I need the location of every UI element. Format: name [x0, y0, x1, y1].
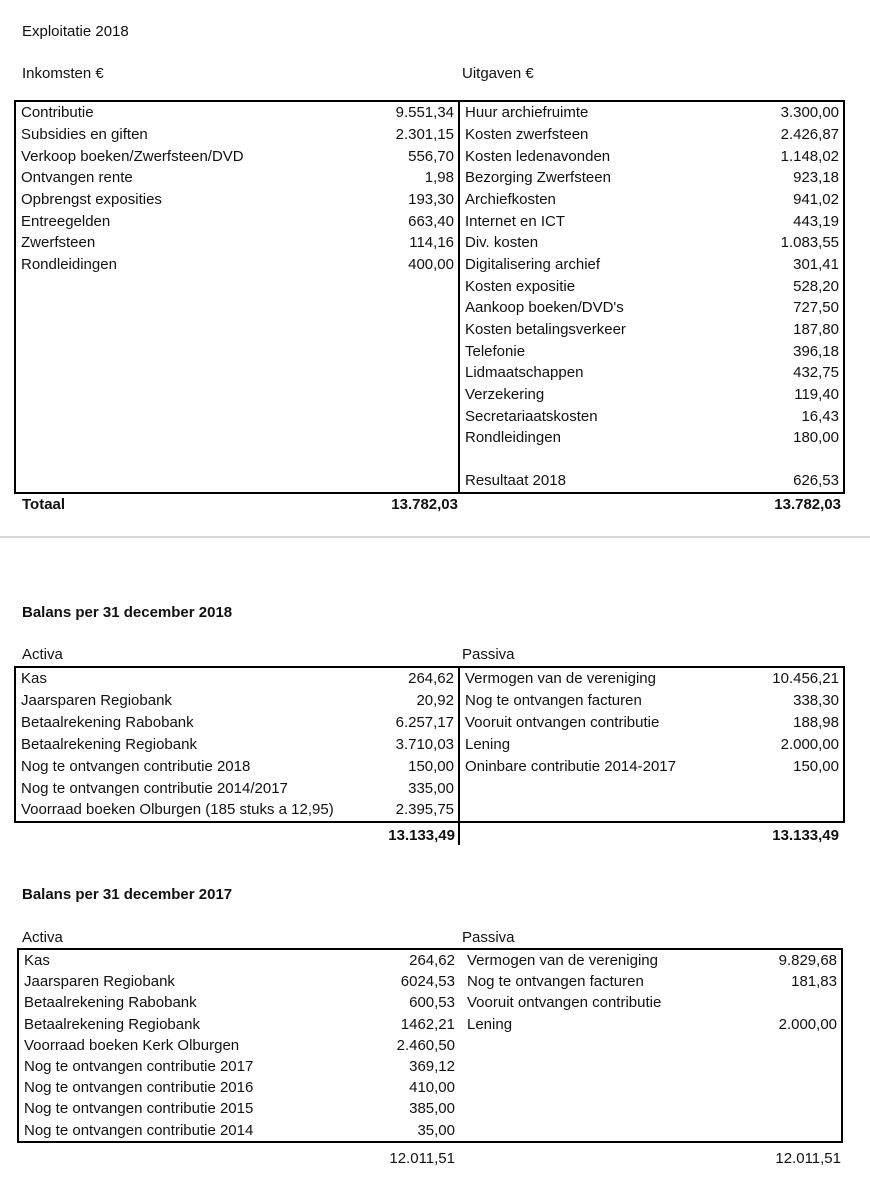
table-row	[16, 799, 458, 821]
table-row	[460, 449, 843, 471]
income-column	[16, 102, 458, 275]
activa-2018-column	[16, 668, 458, 821]
row-label: Jaarsparen Regiobank	[24, 973, 175, 991]
row-label: Archiefkosten	[465, 190, 556, 208]
row-value: 923,18	[793, 169, 839, 187]
balans-2017-table	[17, 948, 843, 1143]
row-label: Telefonie	[465, 342, 526, 360]
row-value: 35,00	[417, 1121, 455, 1139]
row-label: Nog te ontvangen contributie 2018	[21, 757, 251, 775]
table-row	[16, 102, 458, 124]
row-label: Betaalrekening Rabobank	[24, 994, 197, 1012]
row-value: 2.000,00	[778, 1015, 837, 1033]
row-value: 2.426,87	[780, 125, 839, 143]
row-label: Oninbare contributie 2014-2017	[465, 757, 676, 775]
row-label: Nog te ontvangen contributie 2017	[24, 1058, 254, 1076]
table-row	[460, 734, 843, 756]
table-row	[460, 384, 843, 406]
row-label: Aankoop boeken/DVD's	[465, 299, 624, 317]
row-value: 16,43	[801, 407, 839, 425]
table-row	[460, 145, 843, 167]
row-value: 396,18	[793, 342, 839, 360]
row-label: Verzekering	[465, 385, 545, 403]
table-row	[16, 124, 458, 146]
row-value: 3.710,03	[395, 735, 454, 753]
table-row	[19, 1120, 459, 1141]
row-value: 187,80	[793, 320, 839, 338]
row-value: 443,19	[793, 212, 839, 230]
row-value: 528,20	[793, 277, 839, 295]
row-value: 941,02	[793, 190, 839, 208]
table-row	[460, 755, 843, 777]
table-row	[460, 254, 843, 276]
expense-column	[458, 102, 843, 492]
row-label: Kosten ledenavonden	[465, 147, 611, 165]
passiva-2017-header: Passiva	[462, 929, 515, 946]
row-value: 2.301,15	[395, 125, 454, 143]
balans-2018-title: Balans per 31 december 2018	[22, 604, 233, 621]
table-row	[16, 668, 458, 690]
row-value: 338,30	[793, 692, 839, 710]
table-row	[460, 102, 843, 124]
row-label: Digitalisering archief	[465, 255, 601, 273]
row-label: Voorraad boeken Kerk Olburgen	[24, 1036, 240, 1054]
row-value: 727,50	[793, 299, 839, 317]
row-value: 626,53	[793, 472, 839, 490]
row-value: 181,83	[791, 973, 837, 991]
table-row	[19, 992, 459, 1013]
table-row	[460, 712, 843, 734]
row-label: Nog te ontvangen facturen	[465, 692, 642, 710]
row-label: Subsidies en giften	[21, 125, 148, 143]
row-label: Rondleidingen	[21, 255, 117, 273]
row-label: Betaalrekening Regiobank	[24, 1015, 200, 1033]
exploitatie-total-label: Totaal	[22, 496, 66, 513]
row-label: Vooruit ontvangen contributie	[465, 714, 660, 732]
row-label: Lening	[465, 735, 511, 753]
table-row	[462, 971, 841, 992]
row-label: Lidmaatschappen	[465, 364, 584, 382]
row-value: 1.148,02	[780, 147, 839, 165]
row-value: 2.000,00	[780, 735, 839, 753]
row-label: Vermogen van de vereniging	[467, 952, 658, 970]
table-row	[16, 254, 458, 276]
table-row	[460, 124, 843, 146]
row-value: 264,62	[409, 952, 455, 970]
row-label: Zwerfsteen	[21, 234, 96, 252]
table-row	[16, 755, 458, 777]
table-row	[16, 777, 458, 799]
row-value: 193,30	[408, 190, 454, 208]
row-value: 9.829,68	[778, 952, 837, 970]
row-label: Betaalrekening Rabobank	[21, 714, 194, 732]
exploitatie-total-income: 13.782,03	[391, 496, 458, 513]
row-value: 20,92	[416, 692, 454, 710]
table-row	[460, 167, 843, 189]
row-value: 3.300,00	[780, 104, 839, 122]
row-value: 1462,21	[400, 1015, 455, 1033]
balans-2017-total-activa: 12.011,51	[389, 1150, 455, 1167]
table-row	[460, 690, 843, 712]
row-value: 2.460,50	[396, 1036, 455, 1054]
row-value: 335,00	[408, 779, 454, 797]
table-row	[460, 319, 843, 341]
balans-2017-title: Balans per 31 december 2017	[22, 886, 233, 903]
row-value: 150,00	[793, 757, 839, 775]
row-label: Opbrengst exposities	[21, 190, 162, 208]
table-row	[19, 1077, 459, 1098]
row-label: Kas	[24, 952, 50, 970]
row-label: Nog te ontvangen contributie 2016	[24, 1079, 254, 1097]
balans-2018-table	[14, 666, 845, 823]
table-row	[460, 210, 843, 232]
row-value: 410,00	[409, 1079, 455, 1097]
table-row	[16, 167, 458, 189]
activa-2018-header: Activa	[22, 646, 63, 663]
row-label: Bezorging Zwerfsteen	[465, 169, 611, 187]
table-row	[462, 1014, 841, 1035]
table-row	[460, 470, 843, 492]
table-row	[16, 712, 458, 734]
table-row	[460, 275, 843, 297]
row-value: 9.551,34	[395, 104, 454, 122]
row-label: Div. kosten	[465, 234, 539, 252]
row-label: Entreegelden	[21, 212, 111, 230]
row-value: 180,00	[793, 429, 839, 447]
table-row	[16, 690, 458, 712]
row-value: 301,41	[793, 255, 839, 273]
row-value: 119,40	[794, 385, 839, 403]
table-row	[460, 189, 843, 211]
row-label: Betaalrekening Regiobank	[21, 735, 197, 753]
row-value: 264,62	[408, 670, 454, 688]
row-label: Secretariaatskosten	[465, 407, 598, 425]
exploitatie-table	[14, 100, 845, 494]
row-value: 432,75	[793, 364, 839, 382]
row-value: 400,00	[408, 255, 454, 273]
passiva-2018-header: Passiva	[462, 646, 515, 663]
row-value: 6.257,17	[395, 714, 454, 732]
table-row	[462, 992, 841, 1013]
table-row	[460, 668, 843, 690]
row-label: Internet en ICT	[465, 212, 566, 230]
row-value: 6024,53	[400, 973, 455, 991]
table-row	[19, 971, 459, 992]
row-value: 10.456,21	[772, 670, 839, 688]
table-row	[460, 232, 843, 254]
table-row	[16, 210, 458, 232]
row-label: Verkoop boeken/Zwerfsteen/DVD	[21, 147, 244, 165]
exploitatie-title: Exploitatie 2018	[22, 23, 129, 40]
passiva-2017-column	[462, 950, 841, 1035]
row-label: Lening	[467, 1015, 513, 1033]
row-value: 369,12	[409, 1058, 455, 1076]
row-label: Nog te ontvangen contributie 2014	[24, 1121, 254, 1139]
balans-2018-column-divider	[458, 666, 460, 845]
table-row	[19, 1098, 459, 1119]
income-column-header: Inkomsten €	[22, 65, 104, 82]
passiva-2018-column	[460, 668, 843, 777]
row-label: Vooruit ontvangen contributie	[467, 994, 662, 1012]
row-value: 1.083,55	[780, 234, 839, 252]
row-label: Vermogen van de vereniging	[465, 670, 656, 688]
row-value: 556,70	[408, 147, 454, 165]
table-row	[460, 340, 843, 362]
row-label: Rondleidingen	[465, 429, 561, 447]
balans-2018-total-activa: 13.133,49	[388, 827, 455, 844]
row-value: 150,00	[408, 757, 454, 775]
table-row	[460, 297, 843, 319]
row-value: 600,53	[409, 994, 455, 1012]
table-row	[19, 1035, 459, 1056]
row-label: Kosten expositie	[465, 277, 576, 295]
row-label: Kosten zwerfsteen	[465, 125, 589, 143]
table-row	[462, 950, 841, 971]
table-row	[19, 1056, 459, 1077]
activa-2017-column	[19, 950, 459, 1141]
row-value: 1,98	[424, 169, 454, 187]
table-row	[16, 145, 458, 167]
table-row	[460, 362, 843, 384]
balans-2017-total-passiva: 12.011,51	[775, 1150, 841, 1167]
row-label: Voorraad boeken Olburgen (185 stuks a 12,95)	[21, 801, 334, 819]
table-row	[19, 950, 459, 971]
expense-column-header: Uitgaven €	[462, 65, 534, 82]
row-value: 114,16	[409, 234, 454, 252]
row-label: Jaarsparen Regiobank	[21, 692, 172, 710]
exploitatie-total-expense: 13.782,03	[774, 496, 841, 513]
row-label: Ontvangen rente	[21, 169, 133, 187]
table-row	[16, 734, 458, 756]
row-value: 188,98	[793, 714, 839, 732]
row-label: Huur archiefruimte	[465, 104, 589, 122]
table-row	[460, 427, 843, 449]
row-value: 663,40	[408, 212, 454, 230]
row-value: 385,00	[409, 1100, 455, 1118]
row-label: Kosten betalingsverkeer	[465, 320, 626, 338]
table-row	[19, 1014, 459, 1035]
section-divider	[0, 536, 870, 538]
row-label: Nog te ontvangen contributie 2015	[24, 1100, 254, 1118]
row-value: 2.395,75	[395, 801, 454, 819]
row-label: Contributie	[21, 104, 94, 122]
activa-2017-header: Activa	[22, 929, 63, 946]
balans-2018-total-passiva: 13.133,49	[772, 827, 839, 844]
row-label: Nog te ontvangen contributie 2014/2017	[21, 779, 288, 797]
row-label: Resultaat 2018	[465, 472, 566, 490]
row-label: Kas	[21, 670, 47, 688]
table-row	[16, 232, 458, 254]
row-label: Nog te ontvangen facturen	[467, 973, 644, 991]
table-row	[460, 405, 843, 427]
table-row	[16, 189, 458, 211]
